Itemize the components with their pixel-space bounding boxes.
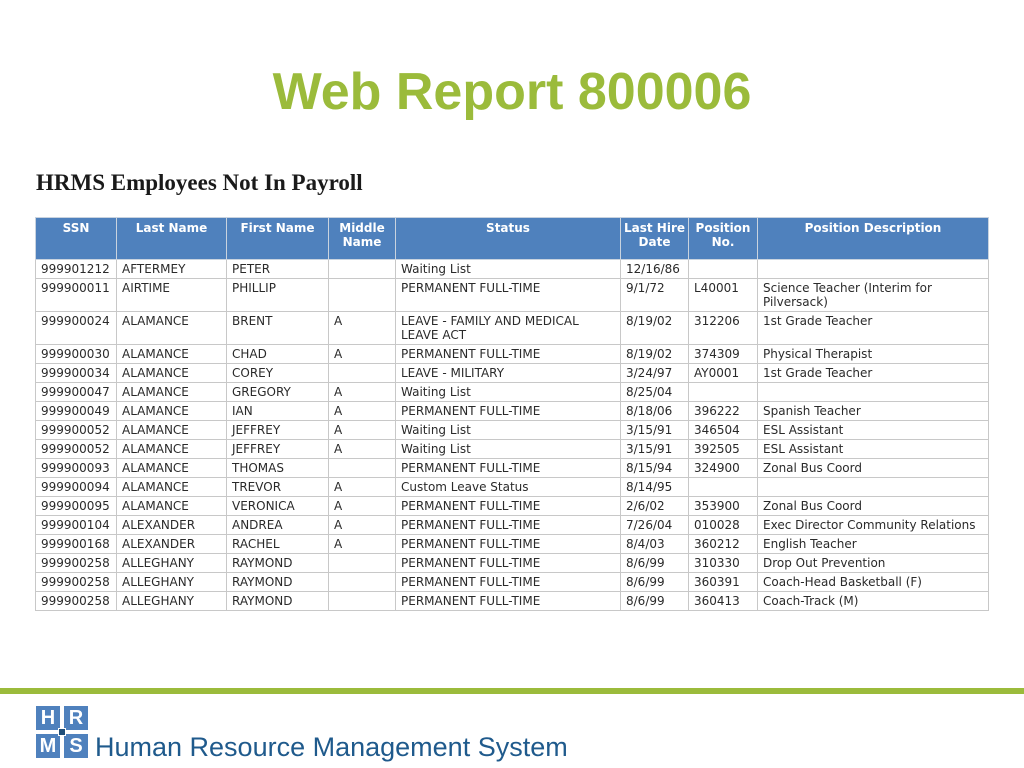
position-no-cell: 310330	[689, 554, 758, 573]
position-description-cell: 1st Grade Teacher	[758, 312, 989, 345]
first-name-cell: BRENT	[227, 312, 329, 345]
first-name-cell: GREGORY	[227, 383, 329, 402]
middle-name-cell: A	[329, 535, 396, 554]
table-row	[36, 421, 989, 440]
middle-name-cell	[329, 573, 396, 592]
last-hire-date-cell: 12/16/86	[621, 260, 689, 279]
first-name-cell: JEFFREY	[227, 421, 329, 440]
status-cell: PERMANENT FULL-TIME	[396, 459, 621, 478]
position-no-cell: 010028	[689, 516, 758, 535]
middle-name-cell	[329, 459, 396, 478]
position-description-cell: ESL Assistant	[758, 421, 989, 440]
table-row	[36, 440, 989, 459]
ssn-cell: 999900094	[36, 478, 117, 497]
last-hire-date-cell: 3/15/91	[621, 421, 689, 440]
position-no-cell: 360212	[689, 535, 758, 554]
position-no-cell: 396222	[689, 402, 758, 421]
status-cell: PERMANENT FULL-TIME	[396, 554, 621, 573]
middle-name-cell: A	[329, 383, 396, 402]
position-description-cell: Spanish Teacher	[758, 402, 989, 421]
last-name-cell: ALEXANDER	[117, 535, 227, 554]
last-name-cell: ALAMANCE	[117, 440, 227, 459]
first-name-cell: THOMAS	[227, 459, 329, 478]
ssn-cell: 999901212	[36, 260, 117, 279]
first-name-cell: ANDREA	[227, 516, 329, 535]
first-name-cell: RACHEL	[227, 535, 329, 554]
table-row	[36, 478, 989, 497]
position-no-cell	[689, 260, 758, 279]
middle-name-cell: A	[329, 402, 396, 421]
table-row	[36, 279, 989, 312]
middle-name-cell: A	[329, 516, 396, 535]
footer-accent-bar	[0, 688, 1024, 694]
last-hire-date-cell: 8/18/06	[621, 402, 689, 421]
slide-title: Web Report 800006	[272, 63, 752, 121]
last-name-cell: ALAMANCE	[117, 345, 227, 364]
logo-letter-s: S	[64, 734, 88, 758]
column-header-middle-name[interactable]: Middle Name	[329, 218, 396, 260]
last-name-cell: ALLEGHANY	[117, 592, 227, 611]
status-cell: PERMANENT FULL-TIME	[396, 516, 621, 535]
first-name-cell: IAN	[227, 402, 329, 421]
status-cell: PERMANENT FULL-TIME	[396, 279, 621, 312]
position-description-cell	[758, 383, 989, 402]
middle-name-cell: A	[329, 440, 396, 459]
ssn-cell: 999900093	[36, 459, 117, 478]
table-row	[36, 260, 989, 279]
last-hire-date-cell: 2/6/02	[621, 497, 689, 516]
last-name-cell: ALAMANCE	[117, 459, 227, 478]
middle-name-cell: A	[329, 478, 396, 497]
last-hire-date-cell: 3/24/97	[621, 364, 689, 383]
last-hire-date-cell: 8/6/99	[621, 554, 689, 573]
last-hire-date-cell: 8/14/95	[621, 478, 689, 497]
status-cell: PERMANENT FULL-TIME	[396, 497, 621, 516]
last-hire-date-cell: 9/1/72	[621, 279, 689, 312]
ssn-cell: 999900052	[36, 440, 117, 459]
table-row	[36, 345, 989, 364]
last-hire-date-cell: 3/15/91	[621, 440, 689, 459]
employees-table	[35, 217, 989, 611]
first-name-cell: PHILLIP	[227, 279, 329, 312]
middle-name-cell: A	[329, 421, 396, 440]
first-name-cell: RAYMOND	[227, 554, 329, 573]
position-no-cell: 374309	[689, 345, 758, 364]
status-cell: Waiting List	[396, 440, 621, 459]
column-header-first-name[interactable]: First Name	[227, 218, 329, 260]
last-hire-date-cell: 8/4/03	[621, 535, 689, 554]
position-description-cell: Physical Therapist	[758, 345, 989, 364]
last-name-cell: ALAMANCE	[117, 421, 227, 440]
ssn-cell: 999900104	[36, 516, 117, 535]
last-name-cell: ALEXANDER	[117, 516, 227, 535]
position-no-cell: 360413	[689, 592, 758, 611]
logo-letter-h: H	[36, 706, 60, 730]
position-description-cell: Science Teacher (Interim for Pilversack)	[758, 279, 989, 312]
ssn-cell: 999900168	[36, 535, 117, 554]
table-header-row	[36, 218, 989, 260]
status-cell: PERMANENT FULL-TIME	[396, 535, 621, 554]
report-heading: HRMS Employees Not In Payroll	[36, 170, 363, 195]
position-description-cell: 1st Grade Teacher	[758, 364, 989, 383]
table-row	[36, 459, 989, 478]
ssn-cell: 999900258	[36, 573, 117, 592]
last-name-cell: ALAMANCE	[117, 383, 227, 402]
system-name: Human Resource Management System	[95, 732, 568, 762]
status-cell: PERMANENT FULL-TIME	[396, 592, 621, 611]
column-header-status[interactable]: Status	[396, 218, 621, 260]
first-name-cell: RAYMOND	[227, 592, 329, 611]
status-cell: Waiting List	[396, 421, 621, 440]
table-row	[36, 535, 989, 554]
ssn-cell: 999900011	[36, 279, 117, 312]
column-header-position-description[interactable]: Position Description	[758, 218, 989, 260]
middle-name-cell	[329, 279, 396, 312]
hrms-logo	[36, 706, 88, 758]
table-row	[36, 402, 989, 421]
ssn-cell: 999900258	[36, 592, 117, 611]
table-row	[36, 383, 989, 402]
position-no-cell: 324900	[689, 459, 758, 478]
position-no-cell: 392505	[689, 440, 758, 459]
ssn-cell: 999900034	[36, 364, 117, 383]
last-hire-date-cell: 7/26/04	[621, 516, 689, 535]
table-body	[36, 260, 989, 611]
last-name-cell: ALLEGHANY	[117, 554, 227, 573]
last-name-cell: ALAMANCE	[117, 402, 227, 421]
middle-name-cell	[329, 592, 396, 611]
column-header-position-no[interactable]: Position No.	[689, 218, 758, 260]
status-cell: PERMANENT FULL-TIME	[396, 573, 621, 592]
first-name-cell: VERONICA	[227, 497, 329, 516]
ssn-cell: 999900052	[36, 421, 117, 440]
status-cell: Custom Leave Status	[396, 478, 621, 497]
table-row	[36, 497, 989, 516]
first-name-cell: TREVOR	[227, 478, 329, 497]
ssn-cell: 999900024	[36, 312, 117, 345]
table-row	[36, 573, 989, 592]
last-name-cell: ALAMANCE	[117, 497, 227, 516]
last-name-cell: ALAMANCE	[117, 478, 227, 497]
status-cell: PERMANENT FULL-TIME	[396, 345, 621, 364]
status-cell: Waiting List	[396, 383, 621, 402]
first-name-cell: JEFFREY	[227, 440, 329, 459]
position-description-cell: Zonal Bus Coord	[758, 497, 989, 516]
position-description-cell: Exec Director Community Relations	[758, 516, 989, 535]
column-header-ssn[interactable]: SSN	[36, 218, 117, 260]
table-row	[36, 364, 989, 383]
last-hire-date-cell: 8/6/99	[621, 592, 689, 611]
ssn-cell: 999900030	[36, 345, 117, 364]
position-description-cell: Coach-Track (M)	[758, 592, 989, 611]
ssn-cell: 999900047	[36, 383, 117, 402]
table-row	[36, 554, 989, 573]
position-no-cell	[689, 383, 758, 402]
position-no-cell: L40001	[689, 279, 758, 312]
ssn-cell: 999900258	[36, 554, 117, 573]
ssn-cell: 999900049	[36, 402, 117, 421]
status-cell: LEAVE - FAMILY AND MEDICAL LEAVE ACT	[396, 312, 621, 345]
middle-name-cell: A	[329, 345, 396, 364]
last-hire-date-cell: 8/19/02	[621, 345, 689, 364]
status-cell: PERMANENT FULL-TIME	[396, 402, 621, 421]
status-cell: LEAVE - MILITARY	[396, 364, 621, 383]
position-no-cell	[689, 478, 758, 497]
table-row	[36, 312, 989, 345]
position-no-cell: 353900	[689, 497, 758, 516]
last-name-cell: ALAMANCE	[117, 364, 227, 383]
last-name-cell: AFTERMEY	[117, 260, 227, 279]
position-description-cell: Coach-Head Basketball (F)	[758, 573, 989, 592]
status-cell: Waiting List	[396, 260, 621, 279]
ssn-cell: 999900095	[36, 497, 117, 516]
last-name-cell: AIRTIME	[117, 279, 227, 312]
first-name-cell: CHAD	[227, 345, 329, 364]
position-no-cell: 346504	[689, 421, 758, 440]
last-hire-date-cell: 8/6/99	[621, 573, 689, 592]
column-header-last-name[interactable]: Last Name	[117, 218, 227, 260]
table-row	[36, 516, 989, 535]
first-name-cell: PETER	[227, 260, 329, 279]
position-description-cell: ESL Assistant	[758, 440, 989, 459]
last-hire-date-cell: 8/19/02	[621, 312, 689, 345]
position-no-cell: AY0001	[689, 364, 758, 383]
position-no-cell: 312206	[689, 312, 758, 345]
logo-letter-m: M	[36, 734, 60, 758]
last-name-cell: ALLEGHANY	[117, 573, 227, 592]
last-hire-date-cell: 8/15/94	[621, 459, 689, 478]
position-description-cell: Drop Out Prevention	[758, 554, 989, 573]
column-header-last-hire-date[interactable]: Last Hire Date	[621, 218, 689, 260]
middle-name-cell	[329, 260, 396, 279]
position-description-cell	[758, 478, 989, 497]
last-name-cell: ALAMANCE	[117, 312, 227, 345]
middle-name-cell	[329, 364, 396, 383]
position-description-cell: English Teacher	[758, 535, 989, 554]
middle-name-cell	[329, 554, 396, 573]
position-description-cell	[758, 260, 989, 279]
middle-name-cell: A	[329, 497, 396, 516]
first-name-cell: COREY	[227, 364, 329, 383]
logo-center-dot	[58, 728, 66, 736]
position-description-cell: Zonal Bus Coord	[758, 459, 989, 478]
position-no-cell: 360391	[689, 573, 758, 592]
table-row	[36, 592, 989, 611]
middle-name-cell: A	[329, 312, 396, 345]
logo-letter-r: R	[64, 706, 88, 730]
last-hire-date-cell: 8/25/04	[621, 383, 689, 402]
first-name-cell: RAYMOND	[227, 573, 329, 592]
